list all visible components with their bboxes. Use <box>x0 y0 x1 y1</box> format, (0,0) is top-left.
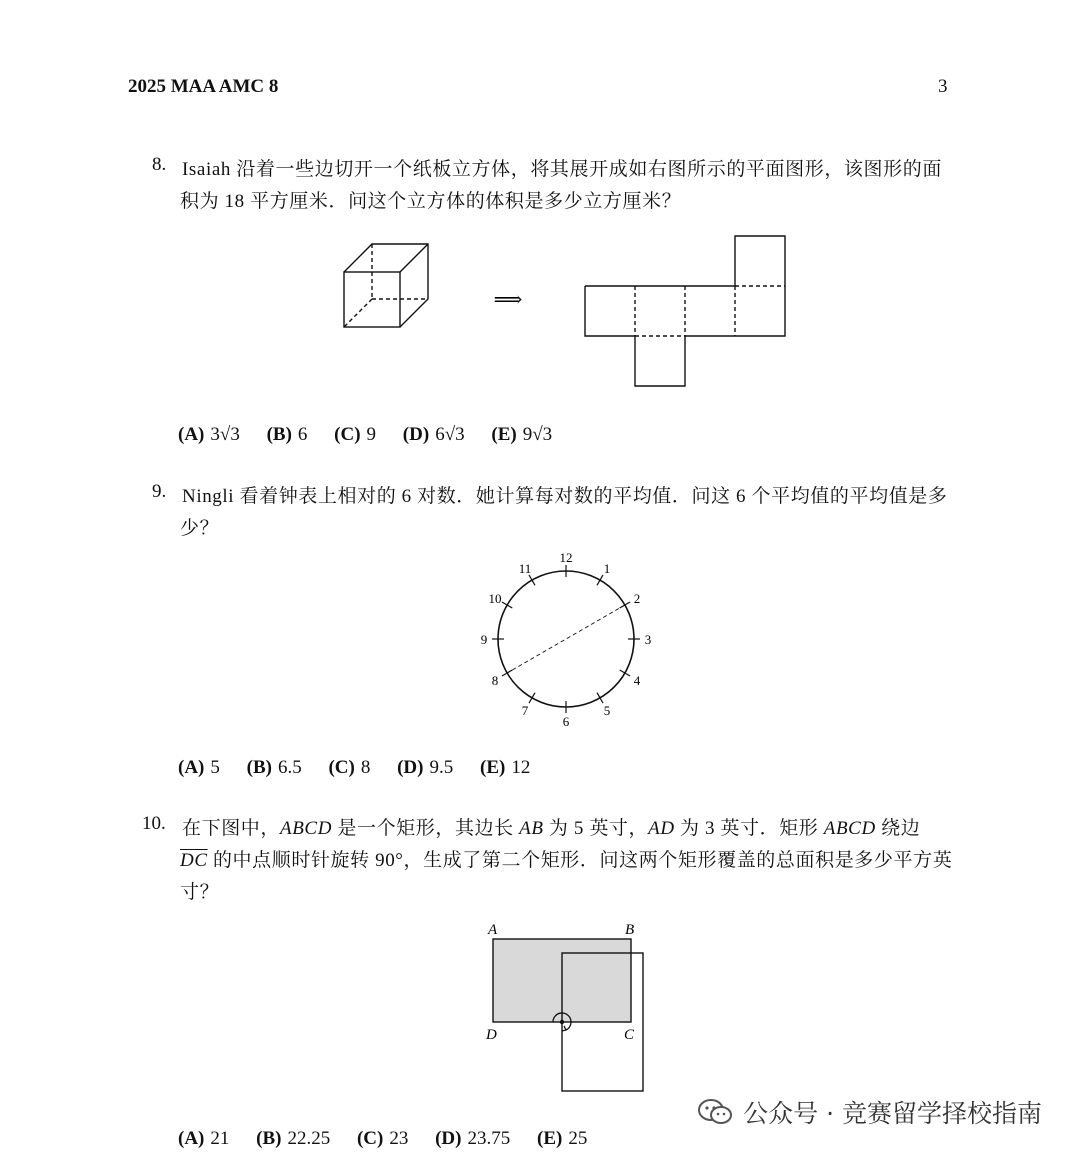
label-b: B <box>625 922 635 938</box>
clock-number: 8 <box>491 673 499 688</box>
cube-net <box>585 236 785 386</box>
cube-drawing <box>344 244 428 327</box>
q9-choice-c[interactable]: (C) 8 <box>328 757 371 778</box>
q10-choices <box>178 1128 609 1150</box>
q9-number: 9. <box>152 481 167 502</box>
q8-number: 8. <box>152 154 167 175</box>
q9-choices <box>178 757 552 779</box>
clock-number: 9 <box>480 632 488 647</box>
q8-text-line1: Isaiah 沿着一些边切开一个纸板立方体，将其展开成如右图所示的平面图形，该图形的面 <box>182 159 942 180</box>
watermark <box>697 1094 1042 1130</box>
clock-tick <box>529 693 535 703</box>
q10-text-line2: $\overline{DC}$ 的中点顺时针旋转 90°，生成了第二个矩形．问这两个矩形覆盖的总面积是多少平方英 <box>180 850 953 871</box>
q10-choice-c[interactable]: (C) 23 <box>356 1128 409 1149</box>
clock-diameter-2-8 <box>507 605 625 673</box>
q8-figure <box>330 228 800 398</box>
q9-text-line1: Ningli 看着钟表上相对的 6 对数．她计算每对数的平均值．问这 6 个平均值的平均值是多 <box>182 486 948 507</box>
clock-tick <box>597 575 603 585</box>
clock-tick <box>620 602 630 608</box>
q8-choice-a[interactable]: (A) 3√3 <box>178 424 240 445</box>
q8-choice-c[interactable]: (C) 9 <box>334 424 377 445</box>
clock-number: 11 <box>518 560 532 576</box>
q8-text-line2: 积为 18 平方厘米．问这个立方体的体积是多少立方厘米？ <box>180 191 682 212</box>
q8-choice-b[interactable]: (B) 6 <box>266 424 308 445</box>
rotation-center <box>560 1020 564 1024</box>
wechat-icon <box>697 1098 733 1126</box>
q9-text-line2: 少？ <box>180 518 220 539</box>
clock-number: 4 <box>633 673 641 688</box>
label-a: A <box>488 922 498 938</box>
clock-number: 10 <box>488 591 502 606</box>
q8-choice-e[interactable]: (E) 9√3 <box>491 424 553 445</box>
page-number: 3 <box>938 76 948 97</box>
label-c: C <box>624 1027 635 1043</box>
q8-choice-d[interactable]: (D) 6√3 <box>402 424 465 445</box>
q10-number: 10. <box>142 813 166 834</box>
clock-number: 6 <box>562 714 570 729</box>
clock-number: 3 <box>644 632 652 647</box>
unfold-arrow: ⟹ <box>493 289 523 311</box>
clock-number: 5 <box>603 703 611 719</box>
q10-figure <box>480 915 660 1100</box>
label-d: D <box>486 1027 497 1043</box>
clock-number: 2 <box>633 591 641 606</box>
q9-choice-e[interactable]: (E) 12 <box>480 757 531 778</box>
clock-number: 1 <box>603 560 611 576</box>
q10-choice-d[interactable]: (D) 23.75 <box>435 1128 511 1149</box>
clock-tick <box>502 670 512 676</box>
q10-choice-b[interactable]: (B) 22.25 <box>256 1128 331 1149</box>
q10-choice-e[interactable]: (E) 25 <box>537 1128 588 1149</box>
clock-figure <box>470 543 660 733</box>
clock-tick <box>529 575 535 585</box>
q9-choice-a[interactable]: (A) 5 <box>178 757 220 778</box>
q8-choices <box>178 424 574 446</box>
q9-choice-b[interactable]: (B) 6.5 <box>246 757 302 778</box>
clock-number: 7 <box>521 703 529 719</box>
q10-choice-a[interactable]: (A) 21 <box>178 1128 230 1149</box>
q9-choice-d[interactable]: (D) 9.5 <box>397 757 454 778</box>
q10-text-line1: 在下图中，ABCD 是一个矩形，其边长 AB 为 5 英寸，AD 为 3 英寸．矩形 ABCD 绕边 <box>182 818 921 839</box>
clock-tick <box>502 602 512 608</box>
clock-tick <box>620 670 630 676</box>
q10-text-line3: 寸？ <box>180 882 220 903</box>
header-title: 2025 MAA AMC 8 <box>128 76 279 97</box>
watermark-text: 公众号 · 竞赛留学择校指南 <box>743 1099 1042 1128</box>
clock-tick <box>597 693 603 703</box>
clock-number: 12 <box>559 550 573 565</box>
